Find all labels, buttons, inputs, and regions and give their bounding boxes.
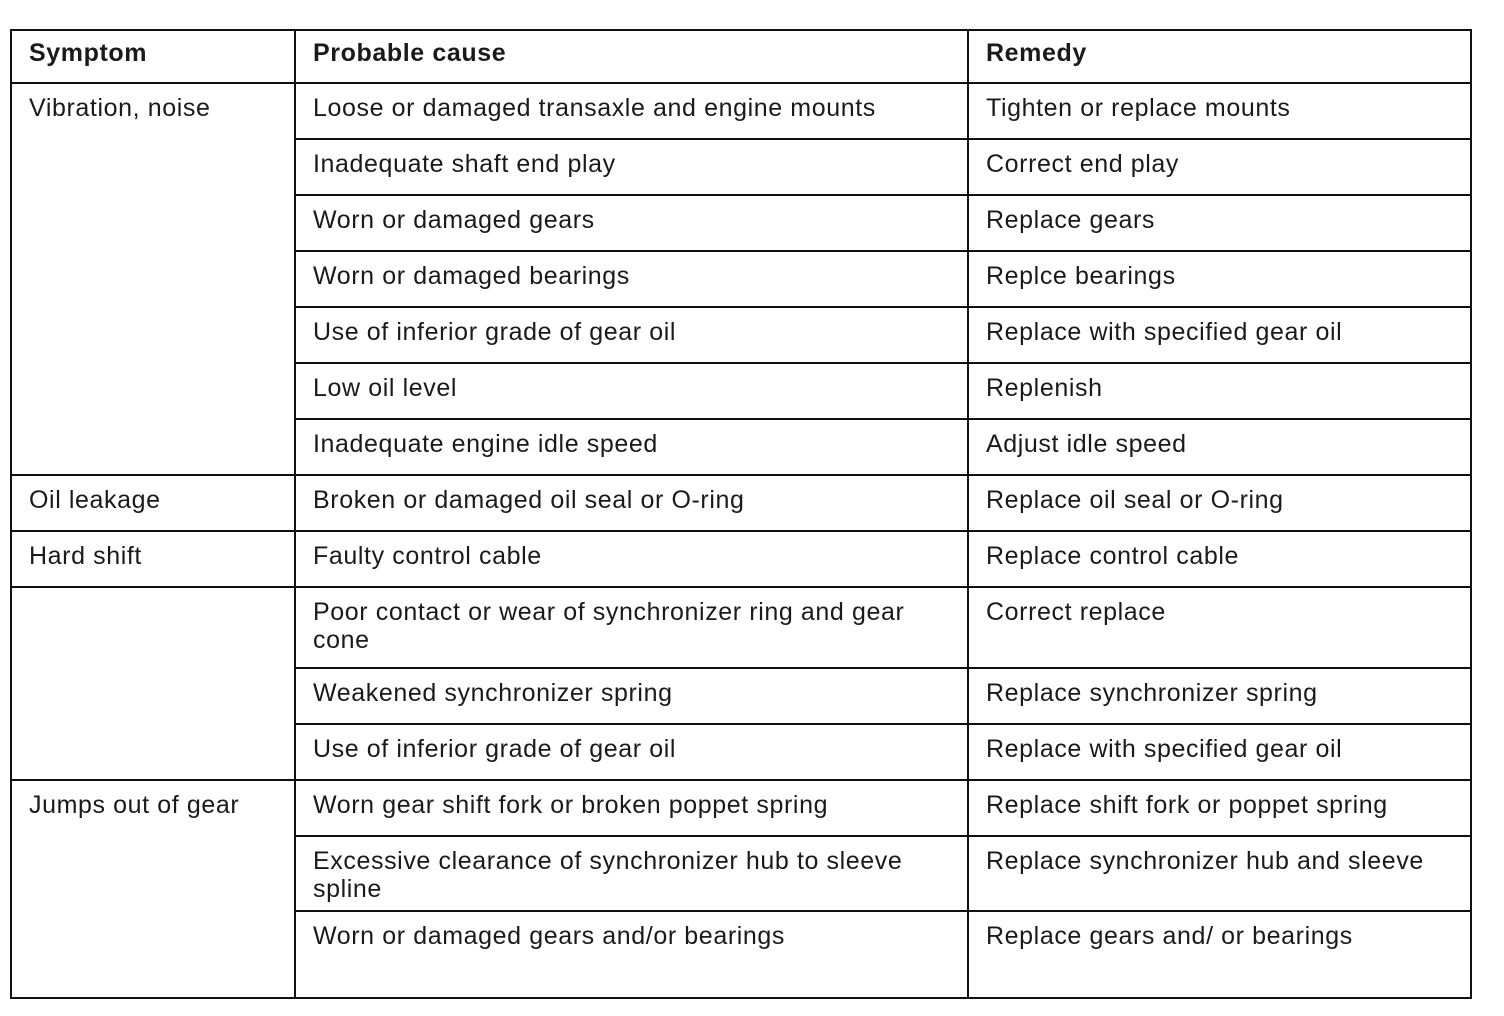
remedy-cell: Replace shift fork or poppet spring — [968, 780, 1471, 836]
remedy-cell: Replace control cable — [968, 531, 1471, 587]
cause-cell: Loose or damaged transaxle and engine mounts — [295, 83, 968, 139]
cause-cell: Inadequate engine idle speed — [295, 419, 968, 475]
table-body — [11, 83, 1471, 998]
remedy-cell: Correct replace — [968, 587, 1471, 668]
remedy-cell: Adjust idle speed — [968, 419, 1471, 475]
table-row — [11, 780, 1471, 836]
remedy-cell: Replace oil seal or O-ring — [968, 475, 1471, 531]
header-symptom: Symptom — [11, 30, 295, 83]
symptom-cell — [11, 587, 295, 780]
remedy-cell: Correct end play — [968, 139, 1471, 195]
cause-cell: Poor contact or wear of synchronizer ring and gear cone — [295, 587, 968, 668]
cause-cell: Broken or damaged oil seal or O-ring — [295, 475, 968, 531]
table-row — [11, 475, 1471, 531]
cause-cell: Excessive clearance of synchronizer hub to sleeve spline — [295, 836, 968, 911]
remedy-cell: Replace with specified gear oil — [968, 724, 1471, 780]
table-row — [11, 83, 1471, 139]
remedy-cell: Replace with specified gear oil — [968, 307, 1471, 363]
troubleshooting-table — [10, 29, 1472, 999]
header-probable-cause: Probable cause — [295, 30, 968, 83]
cause-cell: Worn or damaged gears and/or bearings — [295, 911, 968, 998]
header-remedy: Remedy — [968, 30, 1471, 83]
remedy-cell: Replenish — [968, 363, 1471, 419]
cause-cell: Weakened synchronizer spring — [295, 668, 968, 724]
cause-cell: Faulty control cable — [295, 531, 968, 587]
cause-cell: Use of inferior grade of gear oil — [295, 307, 968, 363]
table-header — [11, 30, 1471, 83]
cause-cell: Worn or damaged gears — [295, 195, 968, 251]
symptom-cell: Jumps out of gear — [11, 780, 295, 998]
remedy-cell: Replce bearings — [968, 251, 1471, 307]
cause-cell: Worn gear shift fork or broken poppet spring — [295, 780, 968, 836]
cause-cell: Use of inferior grade of gear oil — [295, 724, 968, 780]
remedy-cell: Replace synchronizer hub and sleeve — [968, 836, 1471, 911]
cause-cell: Worn or damaged bearings — [295, 251, 968, 307]
symptom-cell: Vibration, noise — [11, 83, 295, 475]
remedy-cell: Tighten or replace mounts — [968, 83, 1471, 139]
header-row — [11, 30, 1471, 83]
remedy-cell: Replace gears — [968, 195, 1471, 251]
remedy-cell: Replace gears and/ or bearings — [968, 911, 1471, 998]
cause-cell: Inadequate shaft end play — [295, 139, 968, 195]
remedy-cell: Replace synchronizer spring — [968, 668, 1471, 724]
cause-cell: Low oil level — [295, 363, 968, 419]
table-row — [11, 587, 1471, 668]
symptom-cell: Hard shift — [11, 531, 295, 587]
table-row — [11, 531, 1471, 587]
symptom-cell: Oil leakage — [11, 475, 295, 531]
